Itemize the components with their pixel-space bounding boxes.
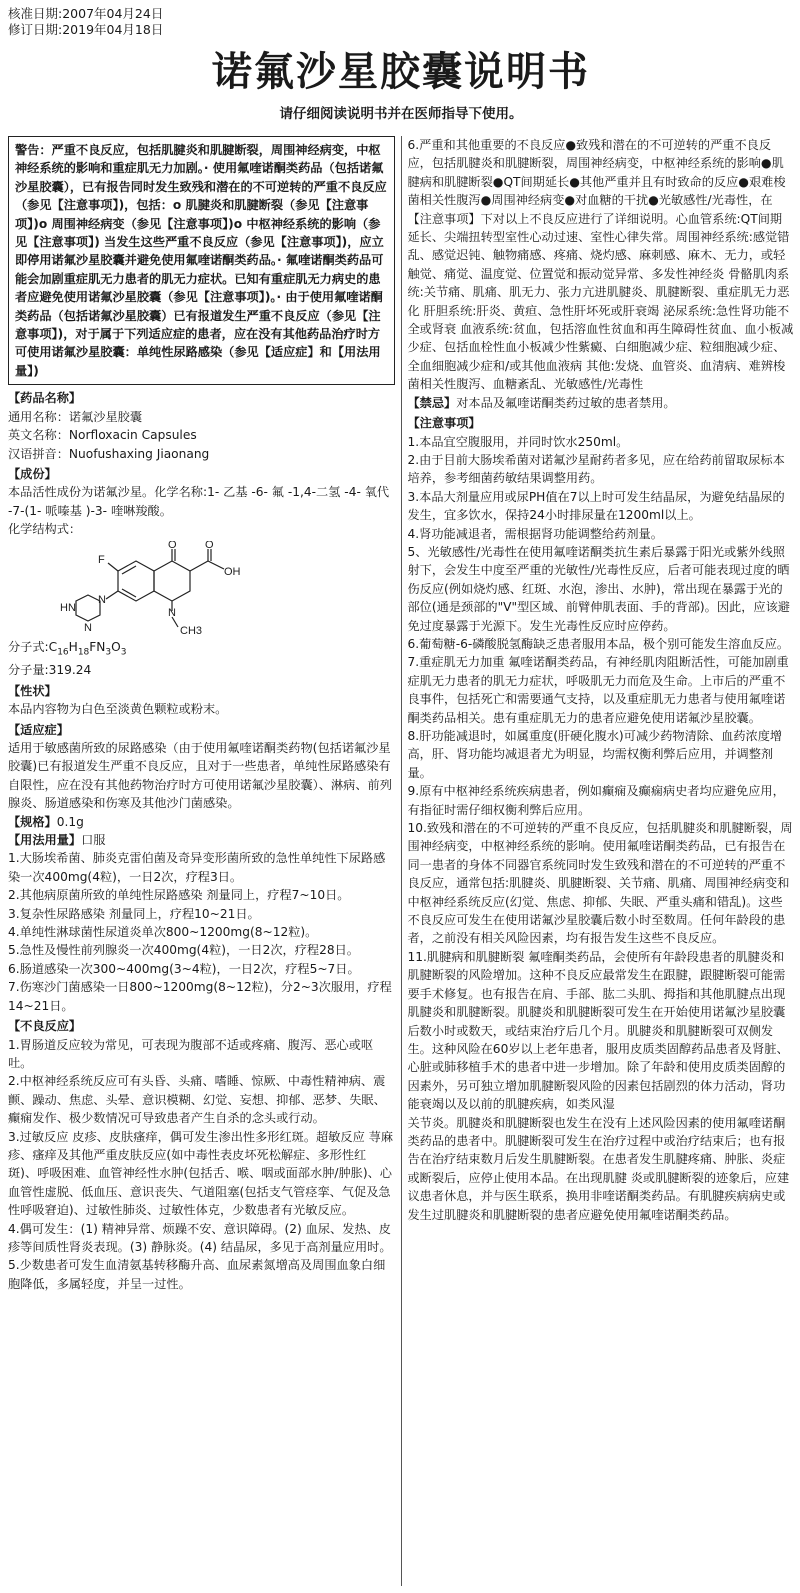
dosage-item: 3.复杂性尿路感染 剂量同上，疗程10~21日。 <box>8 906 260 921</box>
atom-n-ring: N <box>168 606 176 619</box>
drug-name-heading: 【药品名称】 <box>8 391 82 406</box>
precaution-item: 7.重症肌无力加重 氟喹诺酮类药品，有神经肌肉阻断活性，可能加剧重症肌无力患者的肌无力症状，呼吸肌无力而危及生命。上市后的严重不良事件，包括死亡和需要通气支持，以及重症肌无力患者与使用氟喹诺酮类药品相关。患有重症肌无力的患者应避免使用诺氟沙星胶囊。 <box>407 655 789 725</box>
dosage-item: 6.肠道感染一次300~400mg(3~4粒)，一日2次，疗程5~7日。 <box>8 961 360 976</box>
atom-oh: OH <box>224 565 241 578</box>
pinyin-name: 汉语拼音：Nuofushaxing Jiaonang <box>8 446 210 461</box>
adverse-item: 2.中枢神经系统反应可有头昏、头痛、嗜睡、惊厥、中毒性精神病、震颤、躁动、焦虑、头晕、意识模糊、幻觉、妄想、抑郁、恶梦、失眠、癫痫发作、极少数情况可导致患者产生自杀的念头或行动。 <box>8 1074 386 1126</box>
precaution-item: 8.肝功能减退时，如属重度(肝硬化腹水)可减少药物清除、血药浓度增高，肝、肾功能均减退者尤为明显，均需权衡利弊后应用，并调整剂量。 <box>407 729 783 780</box>
atom-o-ketone: O <box>168 540 177 551</box>
precaution-item: 11.肌腱病和肌腱断裂 氟喹酮类药品，会使所有年龄段患者的肌腱炎和肌腱断裂的风险增加。这种不良反应最常发生在跟腱，跟腱断裂可能需要手术修复。也有报告在肩、手部、肱二头肌、拇指和其他肌腱点出现肌腱炎和肌腱断裂。肌腱炎和肌腱断裂可发生在开始使用诺氟沙星胶囊后数小时或数天，或结束治疗后几个月。肌腱炎和肌腱断裂可双侧发生。这种风险在60岁以上老年患者，服用皮质类固醇药品患者及肾脏、心脏或肺移植手术的患者中进一步增加。除了年龄和使用皮质类固醇的因素外，另可独立增加肌腱断裂风险的因素包括剧烈的体力活动，肾功能衰竭以及以前的肌腱疾病，如类风湿 <box>407 949 789 1112</box>
approval-date: 核准日期:2007年04月24日 <box>8 6 164 21</box>
precaution-item: 3.本品大剂量应用或尿PH值在7以上时可发生结晶尿，为避免结晶尿的发生，宜多饮水，保持24小时排尿量在1200ml以上。 <box>407 489 785 523</box>
atom-n-lower: N <box>84 621 92 634</box>
atom-n-piperazine: N <box>98 593 106 606</box>
dosage-item: 2.其他病原菌所致的单纯性尿路感染 剂量同上，疗程7~10日。 <box>8 888 350 903</box>
chemical-structure <box>58 541 258 636</box>
precaution-item: 4.肾功能减退者，需根据肾功能调整给药剂量。 <box>407 526 663 541</box>
adverse-item: 4.偶可发生：(1) 精神异常、烦躁不安、意识障碍。(2) 血尿、发热、皮疹等间质性肾炎表现。(3) 静脉炎。(4) 结晶尿，多见于高剂量应用时。 <box>8 1221 392 1254</box>
leaflet-page <box>8 6 794 1586</box>
warning-box: 警告：严重不良反应，包括肌腱炎和肌腱断裂，周围神经病变，中枢神经系统的影响和重症肌无力加剧。· 使用氟喹诺酮类药品（包括诺氟沙星胶囊），已有报告同时发生致残和潜在的不可逆转的严重不良反应（参见【注意事项】)，包括：o 肌腱炎和肌腱断裂（参见【注意事项】)o 周围神经病变（参见【注意事项】)o 中枢神经系统的影响（参见【注意事项】) 当发生这些严重不良反应（参见【注意事项】)，应立即停用诺氟沙星胶囊并避免使用氟喹诺酮类药品。· 氟喹诺酮类药品可能会加剧重症肌无力患者的肌无力症状。已知有重症肌无力病史的患者应避免使用诺氟沙星胶囊（参见【注意事项】)。· 由于使用氟喹诺酮类药品（包括诺氟沙星胶囊）已有报道发生严重不良反应（参见【注意事项】)，对于属于下列适应症的患者，应在没有其他药品治疗时方可使用诺氟沙星胶囊：单纯性尿路感染（参见【适应症】和【用法用量】) <box>8 136 395 385</box>
precaution-item: 1.本品宜空腹服用，并同时饮水250ml。 <box>407 434 629 449</box>
adverse-item: 6.严重和其他重要的不良反应●致残和潜在的不可逆转的严重不良反应，包括肌腱炎和肌腱断裂，周围神经病变，中枢神经系统的影响●肌腱病和肌腱断裂●QT间期延长●其他严重并且有时致命的反应●艰难梭菌相关性腹泻●周围神经病变●对血糖的干扰●光敏感性/光毒性，在【注意事项】下对以上不良反应进行了详细说明。心血管系统:QT间期延长、尖端扭转型室性心动过速、室性心律失常。周围神经系统:感觉错乱、感觉迟钝、触物痛感、疼痛、烧灼感、麻刺感、麻木、无力，或轻触觉、痛觉、温度觉、位置觉和振动觉异常、多发性神经炎 骨骼肌肉系统:关节痛、肌痛、肌无力、张力亢进肌腱炎、肌腱断裂、重症肌无力恶化 肝胆系统:肝炎、黄疸、急性肝坏死或肝衰竭 泌尿系统:急性肾功能不全或肾衰 血液系统:贫血，包括溶血性贫血和再生障碍性贫血、血小板减少症、包括血栓性血小板减少性紫癜、白细胞减少症、粒细胞减少症、全血细胞减少症和/或其他血液病 其他:发烧、血管炎、血清病、难辨梭菌相关性腹泻、血糖紊乱、光敏感性/光毒性 <box>407 138 794 392</box>
molecular-weight: 分子量:319.24 <box>8 663 92 678</box>
revision-date: 修订日期:2019年04月18日 <box>8 22 164 37</box>
precaution-item: 2.由于目前大肠埃希菌对诺氟沙星耐药者多见，应在给药前留取尿标本培养，参考细菌药敏结果调整用药。 <box>407 452 785 486</box>
dosage-item: 4.单纯性淋球菌性尿道炎单次800~1200mg(8~12粒)。 <box>8 925 318 940</box>
left-column <box>8 136 402 1586</box>
dosage-item: 7.伤寒沙门菌感染一日800~1200mg(8~12粒)，分2~3次服用，疗程14~21日。 <box>8 980 392 1013</box>
generic-name: 通用名称：诺氟沙星胶囊 <box>8 409 143 424</box>
spec-line: 【规格】0.1g <box>8 814 84 829</box>
adverse-item: 1.胃肠道反应较为常见，可表现为腹部不适或疼痛、腹泻、恶心或呕吐。 <box>8 1037 374 1070</box>
molecular-formula: 分子式$:C_{16}H_{18}FN_3O_3$ <box>8 639 127 657</box>
adverse-item: 5.少数患者可发生血清氨基转移酶升高、血尿素氮增高及周围血象白细胞降低，多属轻度，并呈一过性。 <box>8 1258 386 1291</box>
atom-hn: HN <box>60 601 76 614</box>
adverse-item: 3.过敏反应 皮疹、皮肤瘙痒，偶可发生渗出性多形红斑。超敏反应 荨麻疹、瘙痒及其他严重皮肤反应(如中毒性表皮坏死松解症、多形性红斑)、呼吸困难、血管神经性水肿(包括舌、喉、咽或面部水肿/肿胀)、心血管性虚脱、低血压、意识丧失、气道阻塞(包括支气管痉挛、气促及急性呼吸窘迫)、过敏性肺炎、过敏性体克，少数患者有光敏反应。 <box>8 1129 394 1218</box>
structure-label: 化学结构式： <box>8 522 82 537</box>
precautions-heading: 【注意事项】 <box>407 416 481 431</box>
atom-f: F <box>98 553 105 566</box>
atom-ch3: CH3 <box>180 624 203 636</box>
precaution-item: 9.原有中枢神经系统疾病患者，例如癫痫及癫痫病史者均应避免应用，有指征时需仔细权衡利弊后应用。 <box>407 784 785 817</box>
right-column <box>402 136 795 1586</box>
indications-text: 适用于敏感菌所致的尿路感染（由于使用氟喹诺酮类药物(包括诺氟沙星胶囊)已有报道发生严重不良反应，且对于一些患者，单纯性尿路感染有自限性，应在没有其他药物治疗时方可使用诺氟沙星胶囊）、淋病、前列腺炎、肠道感染和伤寒及其他沙门菌感染。 <box>8 741 392 811</box>
two-column-body <box>8 136 794 1586</box>
precaution-item: 6.葡萄糖-6-磷酸脱氢酶缺乏患者服用本品，极个别可能发生溶血反应。 <box>407 636 790 651</box>
dates-block <box>8 6 794 38</box>
properties-heading: 【性状】 <box>8 683 57 698</box>
indications-heading: 【适应症】 <box>8 722 69 737</box>
english-name: 英文名称：Norfloxacin Capsules <box>8 428 197 443</box>
document-title: 诺氟沙星胶囊说明书 <box>212 49 590 95</box>
dosage-item: 1.大肠埃希菌、肺炎克雷伯菌及奇异变形菌所致的急性单纯性下尿路感染一次400mg(4粒)，一日2次，疗程3日。 <box>8 851 386 884</box>
atom-o-acid: O <box>205 540 214 551</box>
precaution-item: 5、光敏感性/光毒性在使用氟喹诺酮类抗生素后暴露于阳光或紫外线照射下，会发生中度至严重的光敏性/光毒性反应，后者可能表现过度的晒伤反应(例如烧灼感、红斑、水泡，渗出、水肿)，常出现在暴露于光的部位(通是颈部的"V"型区域、前臂伸肌表面、手的背部)。因此，应该避免过度暴露于光源下。发生光毒性反应时应停药。 <box>407 544 790 633</box>
composition-text: 本品活性成份为诺氟沙星。化学名称:1- 乙基 -6- 氟 -1,4-二氢 -4- 氧代 -7-(1- 哌嗪基 )-3- 喹啉羧酸。 <box>8 485 390 518</box>
precaution-item: 关节炎。肌腱炎和肌腱断裂也发生在没有上述风险因素的使用氟喹诺酮类药品的患者中。肌腱断裂可发生在治疗过程中或治疗结束后；也有报告在治疗结束数月后发生肌腱断裂。在患者发生肌腱疼痛、肿胀、炎症或断裂后，应停止使用本品。在出现肌腱 炎或肌腱断裂的迹象后，应建议患者休息，并与医生联系，换用非喹诺酮类药品。有肌腱疾病病史或发生过肌腱炎和肌腱断裂的患者应避免使用氟喹诺酮类药品。 <box>407 1115 790 1222</box>
contraindications-line: 【禁忌】对本品及氟喹诺酮类药过敏的患者禁用。 <box>407 395 676 410</box>
precaution-item: 10.致残和潜在的不可逆转的严重不良反应，包括肌腱炎和肌腱断裂，周围神经病变，中枢神经系统的影响。使用氟喹诺酮类药品，已有报告在同一患者的身体不同器官系统同时发生致残和潜在的不可逆转的严重不良反应，通常包括:肌腱炎、肌腱断裂、关节痛、肌痛、周围神经病变和中枢神经系统反应(幻觉、焦虑、抑郁、失眠、严重头痛和错乱)。这些不良反应可发生在使用诺氟沙星胶囊后数小时至数周。任何年龄段的患者，之前没有相关风险因素，均有报告发生这些不良反应。 <box>407 821 793 946</box>
properties-text: 本品内容物为白色至淡黄色颗粒或粉末。 <box>8 702 228 717</box>
composition-heading: 【成份】 <box>8 466 57 481</box>
adverse-heading: 【不良反应】 <box>8 1019 82 1034</box>
document-subtitle: 请仔细阅读说明书并在医师指导下使用。 <box>279 106 523 122</box>
dosage-item: 5.急性及慢性前列腺炎一次400mg(4粒)，一日2次，疗程28日。 <box>8 943 359 958</box>
dosage-line: 【用法用量】口服 <box>8 833 106 848</box>
